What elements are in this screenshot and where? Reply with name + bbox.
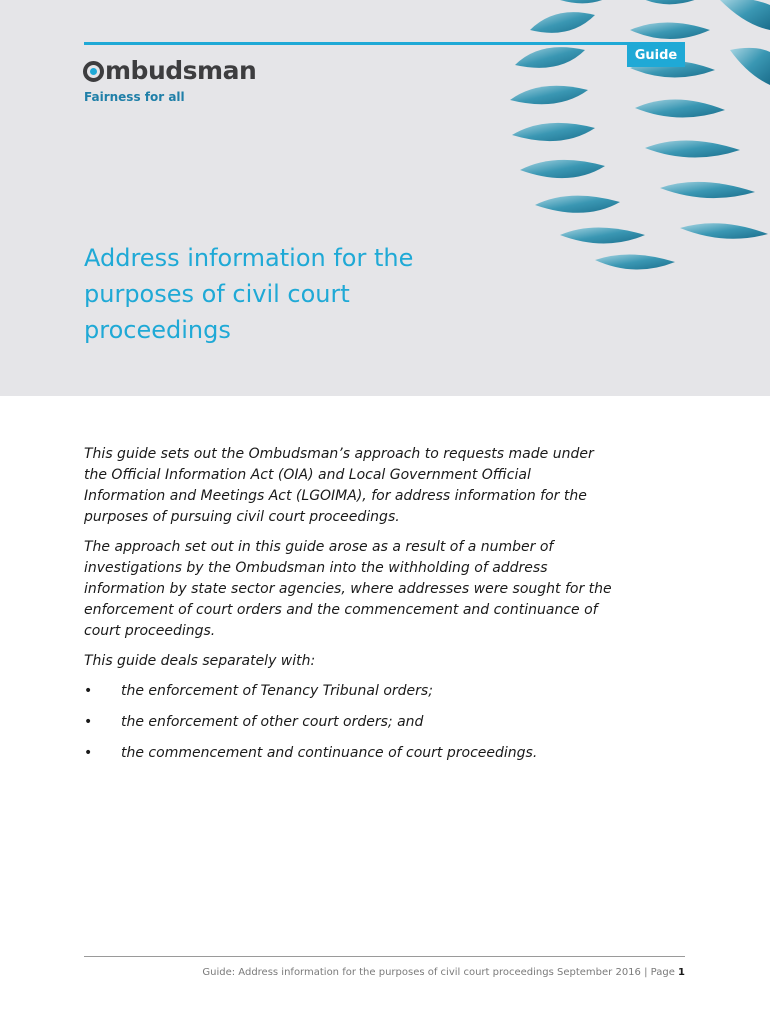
bullet-icon: • (84, 745, 93, 761)
page-number: 1 (678, 967, 685, 978)
approach-paragraph: The approach set out in this guide arose as a result of a number of investigations by the Ombudsman into the withholding of address information by state sector agencies, where addresses were sought for the enforcement of court orders and the commencement and continuance of court proceedings. (84, 539, 612, 639)
page-footer (202, 967, 685, 978)
footer-text: Guide: Address information for the purposes of civil court proceedings September 2016 | Page (202, 967, 675, 978)
body-text (84, 444, 614, 774)
footer-rule (84, 956, 685, 957)
list-item-text: the commencement and continuance of court proceedings. (121, 745, 538, 761)
intro-paragraph: This guide sets out the Ombudsman’s approach to requests made under the Official Information Act (OIA) and Local Government Official Information and Meetings Act (LGOIMA), for address information for the purposes of pursuing civil court proceedings. (84, 446, 594, 525)
bullet-icon: • (84, 683, 93, 699)
ombudsman-logo (83, 56, 256, 85)
list-item-text: the enforcement of other court orders; and (121, 714, 424, 730)
tagline: Fairness for all (84, 90, 185, 104)
list-item (84, 743, 614, 764)
list-item (84, 712, 614, 733)
bullet-icon: • (84, 714, 93, 730)
topics-list (84, 681, 614, 764)
list-item-text: the enforcement of Tenancy Tribunal orders; (121, 683, 433, 699)
document-title: Address information for the purposes of civil court proceedings (84, 244, 414, 344)
logo-text: mbudsman (105, 56, 257, 85)
list-item (84, 681, 614, 702)
ombudsman-o-mark-icon (83, 61, 104, 82)
header-band (0, 0, 770, 396)
guide-badge: Guide (627, 45, 685, 67)
list-intro: This guide deals separately with: (84, 653, 316, 669)
top-rule (84, 42, 685, 45)
